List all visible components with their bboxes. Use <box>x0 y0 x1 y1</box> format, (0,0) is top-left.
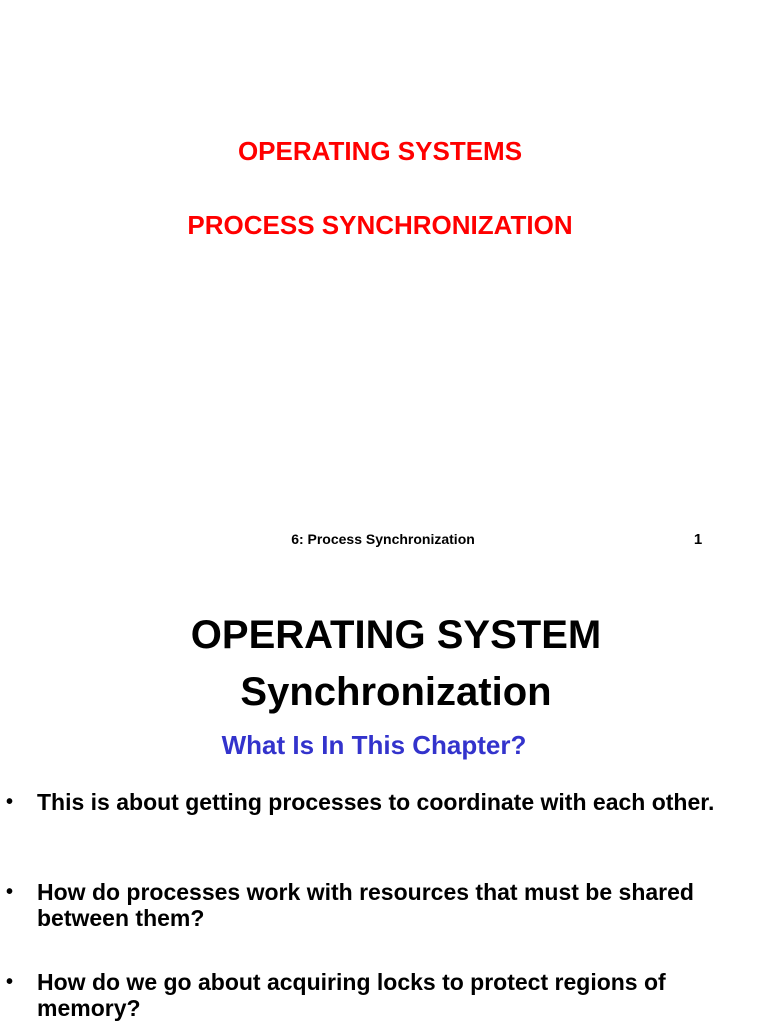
slide-2 <box>0 576 768 1024</box>
bullet-text: How do we go about acquiring locks to protect regions of memory? <box>37 969 666 1021</box>
slide-1-title-line-1: OPERATING SYSTEMS <box>237 136 523 166</box>
bullet-text: How do processes work with resources that must be shared between them? <box>37 879 694 931</box>
bullet-symbol: • <box>6 881 14 903</box>
slide-footer-label: 6: Process Synchronization <box>291 531 475 547</box>
slide-2-title-line-2: Synchronization <box>240 670 552 714</box>
slide-1-title-line-2: PROCESS SYNCHRONIZATION <box>187 210 573 240</box>
page-number: 1 <box>693 531 703 548</box>
bullet-text: This is about getting processes to coordinate with each other. <box>37 789 715 815</box>
slide-2-title-line-1: OPERATING SYSTEM <box>190 613 602 657</box>
chapter-subtitle: What Is In This Chapter? <box>221 730 527 760</box>
bullet-symbol: • <box>6 971 14 993</box>
bullet-symbol: • <box>6 791 14 813</box>
